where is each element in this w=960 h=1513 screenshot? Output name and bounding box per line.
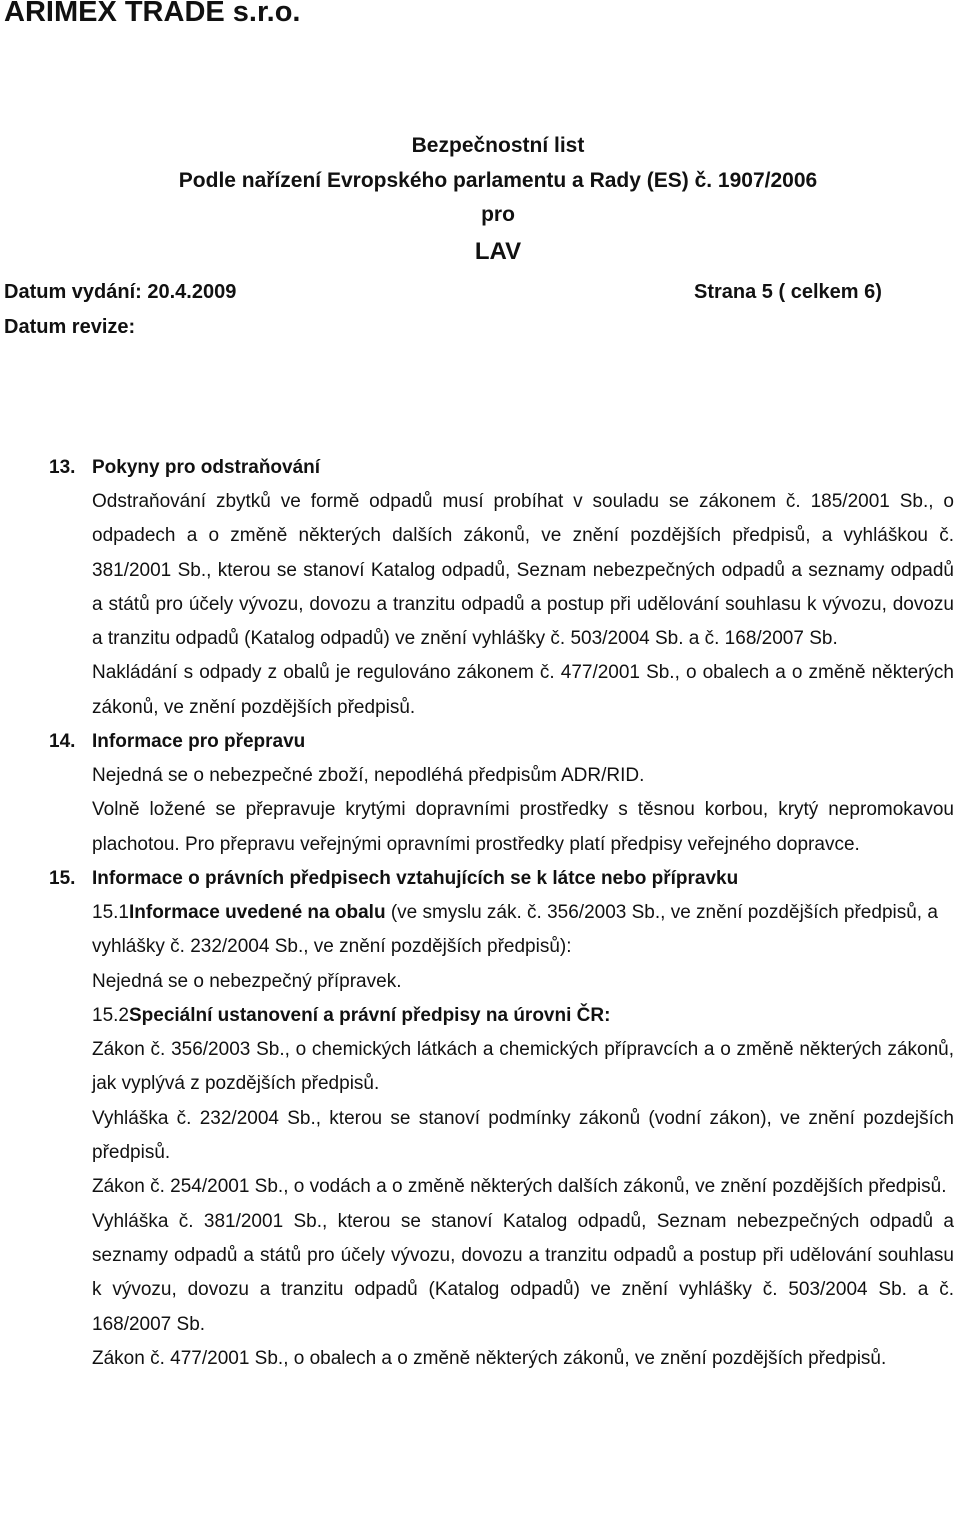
law-reference: Zákon č. 254/2001 Sb., o vodách a o změně některých dalších zákonů, ve znění pozdějších předpisů.	[92, 1176, 947, 1198]
section-13-paragraph-1: Odstraňování zbytků ve formě odpadů musí probíhat v souladu se zákonem č. 185/2001 Sb., o odpadech a o změně některých dalších zákonů, ve znění pozdějších předpisů, a vyhláškou č. 381/2001 Sb., kterou se stanoví Katalog odpadů, Seznam nebezpečných odpadů a seznamy odpadů a států pro účely vývozu, dovozu a tranzitu odpadů a postup při udělování souhlasu k vývozu, dovozu a tranzitu odpadů (Katalog odpadů) ve znění vyhlášky č. 503/2004 Sb. a č. 168/2007 Sb.	[92, 491, 954, 650]
section-number: 13.	[49, 457, 76, 478]
law-reference: Vyhláška č. 232/2004 Sb., kterou se stanoví podmínky zákonů (vodní zákon), ve znění pozdejších předpisů.	[92, 1107, 954, 1164]
regulation-reference: Podle nařízení Evropského parlamentu a Rady (ES) č. 1907/2006	[178, 169, 818, 192]
section-number: 14.	[49, 731, 76, 753]
product-name: LAV	[474, 238, 522, 265]
section-title: Informace o právních předpisech vztahujících se k látce nebo přípravku	[92, 867, 739, 889]
subsection-number: 15.2	[92, 1004, 129, 1026]
subsection-15-1	[92, 896, 954, 965]
company-name: ARIMEX TRADE s.r.o.	[4, 0, 301, 28]
page-info: Strana 5 ( celkem 6)	[694, 281, 882, 303]
section-number: 15.	[49, 867, 76, 889]
subsection-title: Speciální ustanovení a právní předpisy na úrovni ČR:	[128, 1004, 611, 1026]
subsection-15-2	[92, 999, 954, 1033]
subsection-text: (ve smyslu zák. č. 356/2003 Sb., ve znění pozdějších předpisů, a vyhlášky č. 232/2004 Sb., ve znění pozdějších předpisů):	[92, 901, 938, 958]
revision-date: Datum revize:	[4, 316, 136, 338]
law-reference: Vyhláška č. 381/2001 Sb., kterou se stanoví Katalog odpadů, Seznam nebezpečných odpadů a seznamy odpadů a států pro účely vývozu, dovozu a tranzitu odpadů a postup při udělování souhlasu k vývozu, dovozu a tranzitu odpadů (Katalog odpadů) ve znění vyhlášky č. 503/2004 Sb. a č. 168/2007 Sb.	[92, 1210, 954, 1335]
issue-date: Datum vydání: 20.4.2009	[4, 281, 237, 303]
section-14-paragraph-2: Volně ložené se přepravuje krytými dopravními prostředky s těsnou korbou, krytý nepromokavou plachotou. Pro přepravu veřejnými opravními prostředky platí předpisy veřejného dopravce.	[92, 799, 954, 855]
section-title: Pokyny pro odstraňování	[92, 457, 321, 478]
subsection-title: Informace uvedené na obalu	[128, 901, 386, 923]
subsection-number: 15.1	[92, 901, 129, 923]
section-13-paragraph-2: Nakládání s odpady z obalů je regulováno zákonem č. 477/2001 Sb., o obalech a o změně některých zákonů, ve znění pozdějších předpisů.	[92, 662, 954, 718]
section-15-heading	[0, 862, 960, 896]
document-title: Bezpečnostní list	[411, 134, 585, 157]
law-reference: Zákon č. 477/2001 Sb., o obalech a o změně některých zákonů, ve znění pozdějších předpisů.	[92, 1347, 887, 1369]
section-13-heading	[0, 451, 960, 485]
section-14-paragraph-1: Nejedná se o nebezpečné zboží, nepodléhá předpisům ADR/RID.	[92, 765, 645, 787]
document-body	[0, 451, 960, 1376]
for-label: pro	[481, 203, 515, 226]
law-reference: Zákon č. 356/2003 Sb., o chemických látkách a chemických přípravcích a o změně některých zákonů, jak vyplývá z pozdějších předpisů.	[92, 1039, 954, 1095]
subsection-15-1-paragraph: Nejedná se o nebezpečný přípravek.	[92, 970, 402, 992]
section-title: Informace pro přepravu	[92, 731, 306, 753]
section-14-heading	[0, 725, 960, 759]
